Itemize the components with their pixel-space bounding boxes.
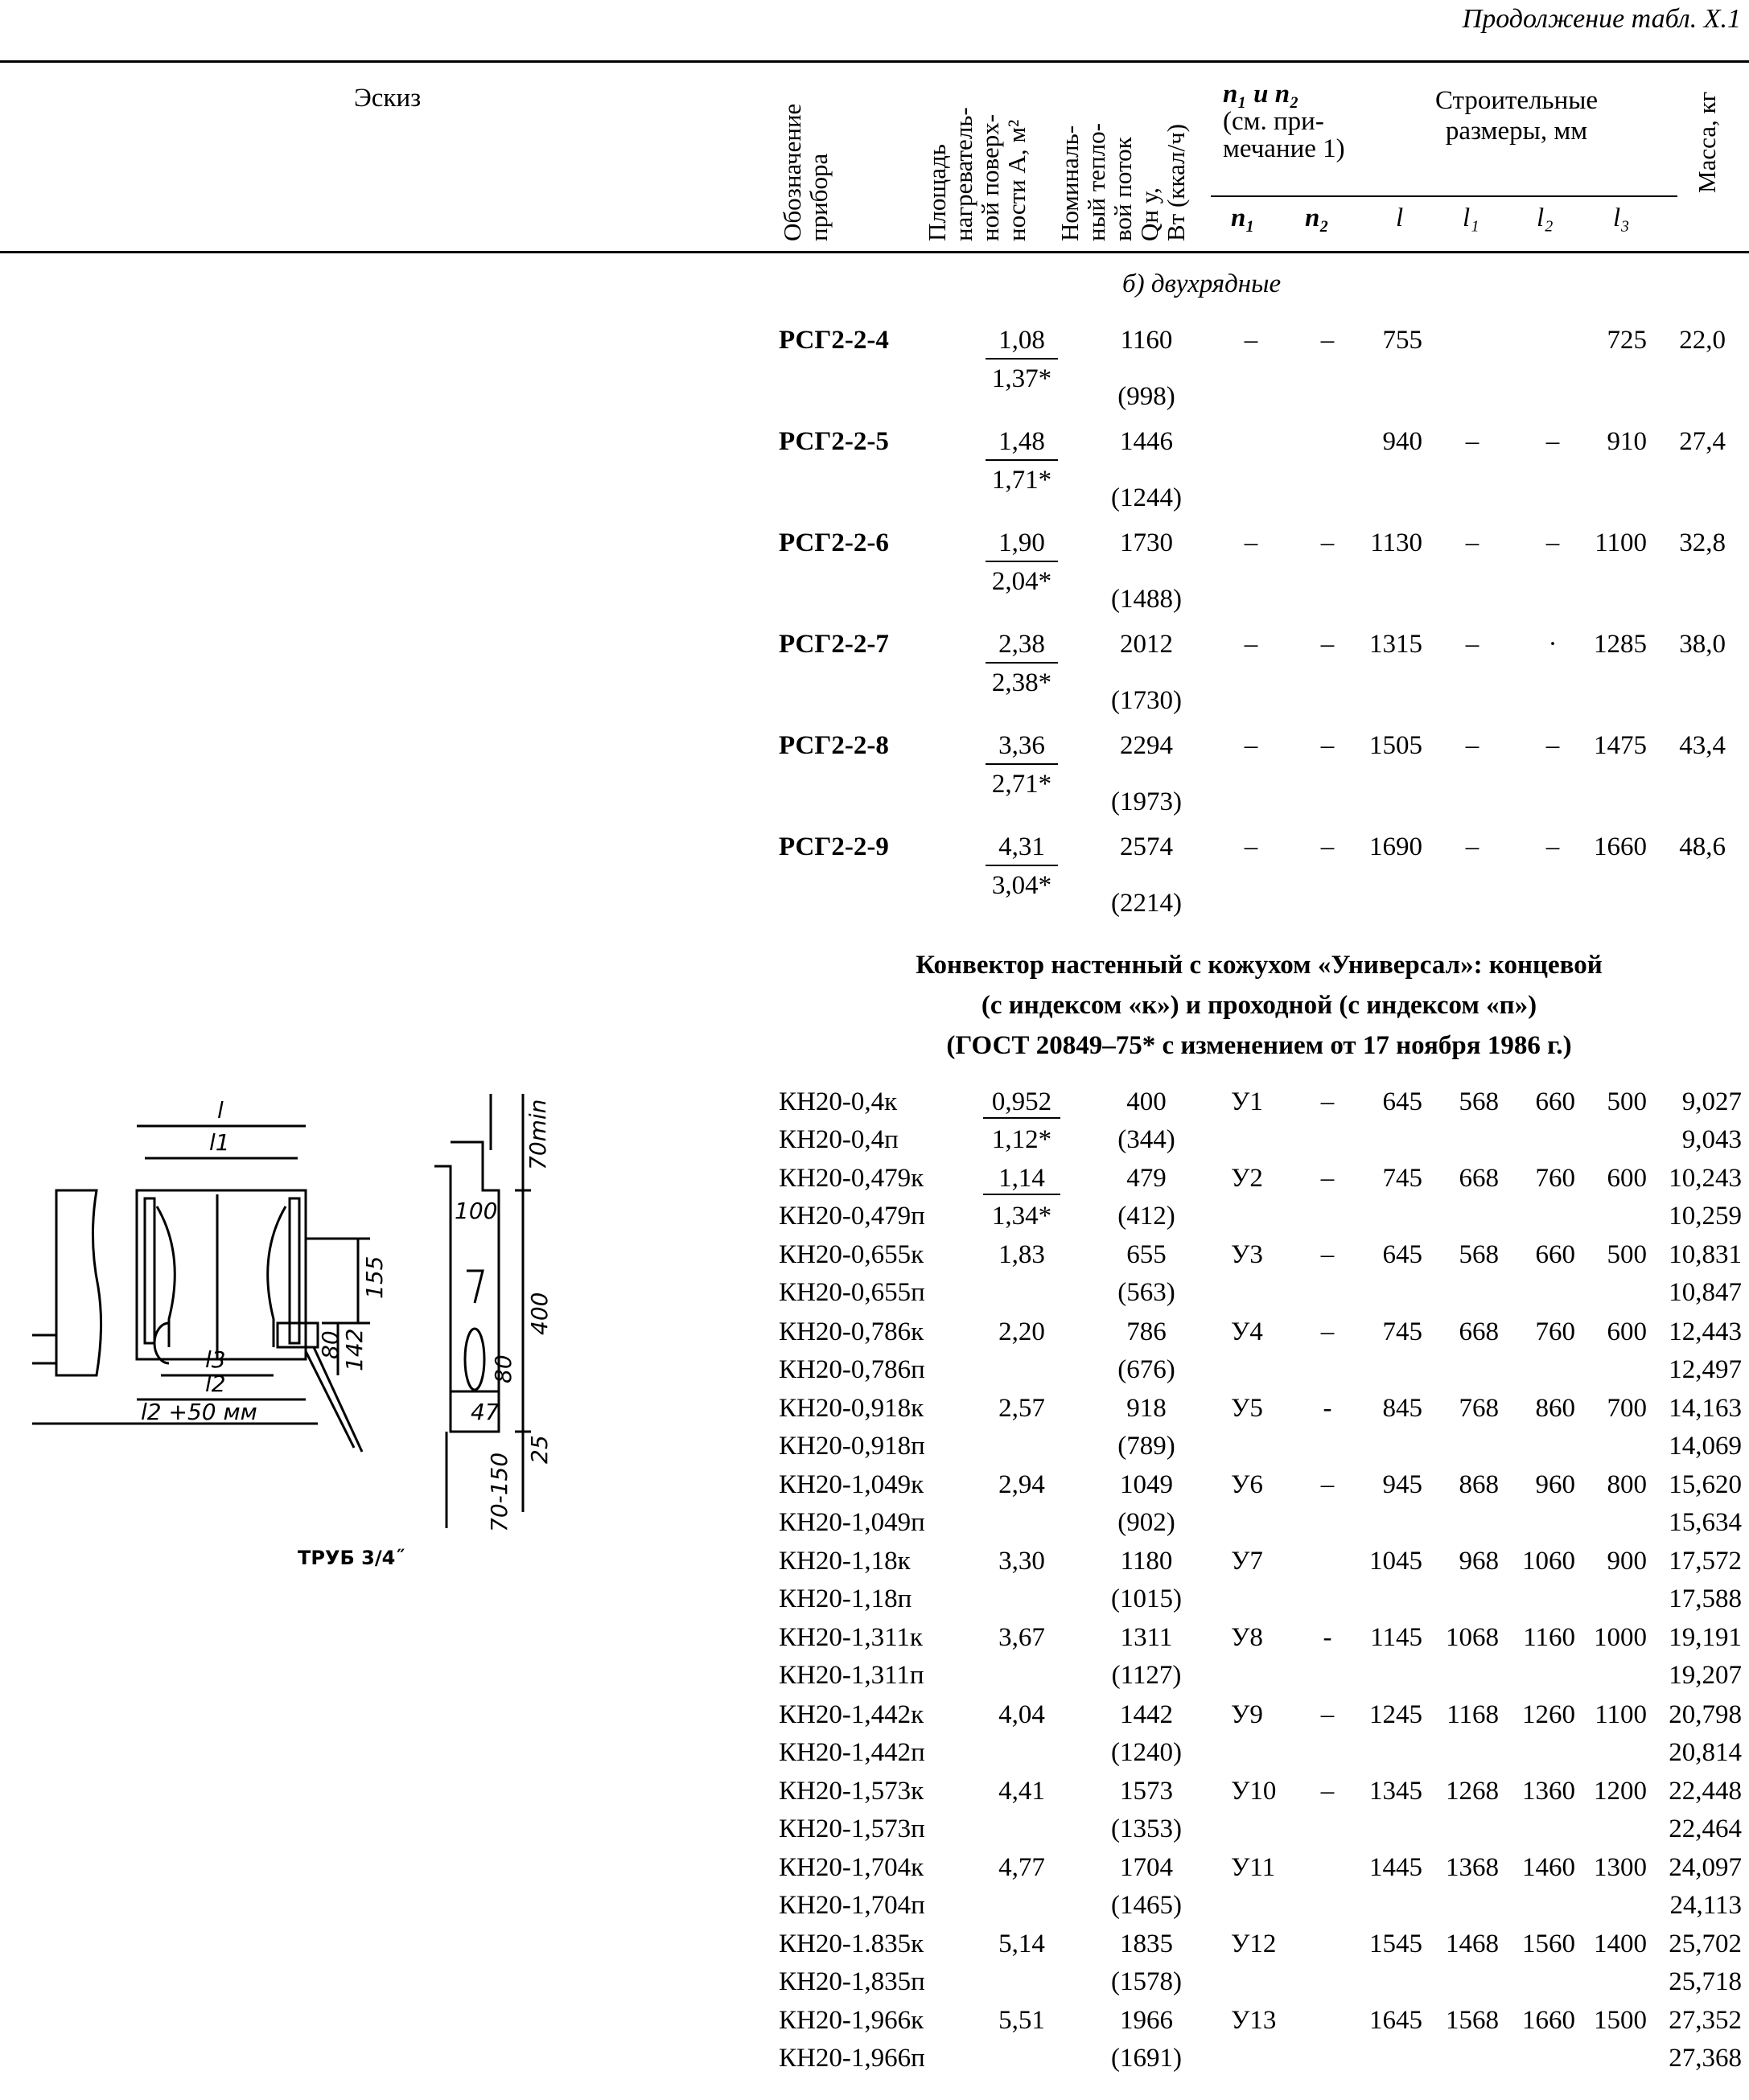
row-flow-kcal: (1127): [1111, 1661, 1182, 1691]
row-flow-kcal: (998): [1117, 382, 1175, 411]
area-value: 2,57: [998, 1393, 1045, 1423]
row-l: 1445: [1369, 1853, 1422, 1882]
row-l: 1345: [1369, 1776, 1422, 1806]
area-value: 4,41: [998, 1776, 1045, 1806]
area-value: 1,14: [983, 1164, 1060, 1195]
row-flow-kcal: (1240): [1111, 1737, 1182, 1767]
row-l2: 1360: [1522, 1776, 1575, 1806]
row-mass: 48,6: [1679, 832, 1726, 861]
row-mass-k: 24,097: [1669, 1853, 1742, 1882]
row-l2: 1460: [1522, 1853, 1575, 1882]
area-value: 1,08: [986, 326, 1058, 360]
row-flow-kcal: (789): [1117, 1431, 1175, 1461]
row-flow-kcal: (1465): [1111, 1891, 1182, 1920]
row-l: 1545: [1369, 1929, 1422, 1959]
row-mass: 32,8: [1679, 528, 1726, 557]
row-flow: 786: [1126, 1317, 1167, 1346]
row-flow: 1730: [1120, 528, 1173, 557]
row-n1: –: [1244, 630, 1258, 659]
row-designation-p: КН20-1,311п: [779, 1661, 924, 1691]
row-designation-k: КН20-1,049к: [779, 1470, 924, 1499]
row-flow: 2294: [1120, 731, 1173, 760]
row-l: 945: [1382, 1470, 1422, 1499]
row-n1: У3: [1231, 1240, 1263, 1270]
sketch-d155: 155: [361, 1255, 388, 1299]
header-l: l: [1396, 203, 1404, 232]
row-mass-p: 9,043: [1681, 1125, 1742, 1154]
row-l: 1245: [1369, 1699, 1422, 1729]
row-n1: –: [1244, 731, 1258, 760]
top-rule: [0, 60, 1749, 63]
row-n2: –: [1320, 1317, 1335, 1346]
row-designation: РСГ2-2-9: [779, 832, 889, 861]
row-l1: 668: [1459, 1317, 1499, 1346]
row-flow: 479: [1126, 1164, 1167, 1194]
row-l3: 1500: [1594, 2006, 1647, 2036]
area-value: 0,952: [983, 1087, 1060, 1119]
sketch-pipe: ТРУБ 3/4˝: [298, 1547, 405, 1568]
row-mass-p: 22,464: [1669, 1814, 1742, 1843]
header-l3: l₃: [1613, 203, 1630, 232]
row-n1: У11: [1231, 1853, 1276, 1882]
row-l3: 1400: [1594, 1929, 1647, 1959]
row-designation-p: КН20-1,573п: [779, 1814, 925, 1843]
area-fraction: [986, 832, 1058, 901]
row-flow-kcal: (563): [1117, 1278, 1175, 1308]
row-l1: –: [1465, 731, 1479, 760]
area-value: 2,94: [998, 1470, 1045, 1499]
sketch-l: l: [217, 1097, 224, 1124]
row-flow-kcal: (1973): [1111, 787, 1182, 816]
row-mass-p: 14,069: [1669, 1431, 1742, 1461]
row-l3: 800: [1607, 1470, 1647, 1499]
row-l: 1145: [1370, 1623, 1422, 1653]
row-n1: У6: [1231, 1470, 1263, 1499]
row-l2: –: [1545, 731, 1560, 760]
row-l: 845: [1382, 1393, 1422, 1423]
row-designation-p: КН20-0,918п: [779, 1431, 925, 1461]
row-l3: 700: [1607, 1393, 1647, 1423]
row-designation-k: КН20-0,918к: [779, 1393, 924, 1423]
header-l1: l₁: [1463, 203, 1479, 232]
row-l3: 910: [1607, 427, 1647, 456]
row-n1: –: [1244, 528, 1258, 557]
row-designation-k: КН20-0,786к: [779, 1317, 924, 1346]
row-designation: РСГ2-2-5: [779, 427, 889, 456]
sketch-d142: 142: [341, 1328, 368, 1371]
row-designation-k: КН20-1,966к: [779, 2006, 924, 2036]
row-mass-k: 17,572: [1669, 1547, 1742, 1576]
row-mass: 38,0: [1679, 630, 1726, 659]
row-l1: 1368: [1446, 1853, 1499, 1882]
area-value: 3,36: [986, 731, 1058, 765]
row-l3: 500: [1607, 1087, 1647, 1116]
row-l: 1690: [1369, 832, 1422, 861]
row-mass-p: 10,259: [1669, 1202, 1742, 1231]
convector-title: Конвектор настенный с кожухом «Универсал»: концевой (с индексом «к») и проходной (с индексом «п») (ГОСТ 20849–75* с изменением от 17 ноября 1986 г.): [916, 951, 1603, 1060]
row-l1: 568: [1459, 1240, 1499, 1270]
row-n1: –: [1244, 326, 1258, 355]
row-mass-p: 12,497: [1669, 1354, 1742, 1384]
sketch-d70min: 70min: [525, 1099, 551, 1170]
sketch-l3: l3: [205, 1346, 226, 1373]
row-n2: –: [1320, 528, 1335, 557]
row-mass-k: 10,831: [1669, 1240, 1742, 1270]
row-mass: 43,4: [1679, 731, 1726, 760]
header-l2: l₂: [1537, 203, 1554, 232]
header-designation: Обозначение прибора: [778, 103, 833, 241]
row-flow: 1160: [1120, 326, 1173, 355]
area-alt-value: 2,71*: [991, 770, 1052, 799]
row-l2: –: [1545, 832, 1560, 861]
row-n1: У8: [1231, 1623, 1263, 1653]
row-flow-kcal: (1691): [1111, 2044, 1182, 2073]
row-l3: 1300: [1594, 1853, 1647, 1882]
row-n2: -: [1323, 1623, 1332, 1653]
row-l2: 760: [1535, 1317, 1575, 1346]
area-alt-value: 1,71*: [991, 466, 1052, 495]
row-l3: 600: [1607, 1164, 1647, 1194]
sketch-d47: 47: [471, 1399, 500, 1425]
row-l1: –: [1465, 528, 1479, 557]
row-n2: -: [1323, 1393, 1332, 1423]
area-alt-value: 1,12*: [991, 1125, 1052, 1154]
row-l2: 1260: [1522, 1699, 1575, 1729]
row-l: 745: [1382, 1317, 1422, 1346]
row-n2: –: [1320, 1699, 1335, 1729]
header-sketch: Эскиз: [354, 84, 422, 113]
convector-sketch: [0, 1046, 563, 1568]
row-l1: –: [1465, 427, 1479, 456]
row-designation-p: КН20-1,049п: [779, 1508, 925, 1537]
row-designation-k: КН20-1,311к: [779, 1623, 923, 1653]
area-value: 4,31: [986, 832, 1058, 866]
row-flow: 1311: [1120, 1623, 1173, 1653]
sketch-l1: l1: [209, 1129, 230, 1156]
area-value: 2,20: [998, 1317, 1045, 1346]
row-mass-k: 25,702: [1669, 1929, 1742, 1959]
row-designation-p: КН20-1,18п: [779, 1584, 912, 1614]
row-l3: 900: [1607, 1547, 1647, 1576]
row-n1: У5: [1231, 1393, 1263, 1423]
row-l: 940: [1382, 427, 1422, 456]
row-flow-kcal: (1015): [1111, 1584, 1182, 1614]
row-n1: У1: [1231, 1087, 1263, 1116]
row-l3: 1100: [1595, 1699, 1647, 1729]
row-l3: 1285: [1594, 630, 1647, 659]
area-fraction: [986, 326, 1058, 394]
row-flow-kcal: (1488): [1111, 585, 1182, 614]
row-l: 755: [1382, 326, 1422, 355]
row-flow: 1442: [1120, 1699, 1173, 1729]
row-mass-p: 10,847: [1669, 1278, 1742, 1308]
row-l1: 1268: [1446, 1776, 1499, 1806]
area-alt-value: 1,34*: [991, 1202, 1052, 1231]
row-l: 745: [1382, 1164, 1422, 1194]
header-n1: n₁: [1231, 203, 1255, 232]
row-n1: У10: [1231, 1776, 1277, 1806]
row-l: 645: [1382, 1240, 1422, 1270]
row-l2: 960: [1535, 1470, 1575, 1499]
row-flow: 2574: [1120, 832, 1173, 861]
row-l: 1645: [1369, 2006, 1422, 2036]
row-l: 645: [1382, 1087, 1422, 1116]
row-mass-k: 15,620: [1669, 1470, 1742, 1499]
row-n2: –: [1320, 630, 1335, 659]
row-n2: –: [1320, 326, 1335, 355]
row-l3: 500: [1607, 1240, 1647, 1270]
row-n1: У2: [1231, 1164, 1263, 1194]
row-n1: –: [1244, 832, 1258, 861]
sketch-d80a: 80: [317, 1330, 344, 1359]
row-n1: У12: [1231, 1929, 1277, 1959]
row-designation-p: КН20-0,4п: [779, 1125, 899, 1154]
sketch-d100: 100: [455, 1198, 498, 1224]
row-designation: РСГ2-2-7: [779, 630, 889, 659]
row-mass-k: 14,163: [1669, 1393, 1742, 1423]
area-value: 5,14: [998, 1929, 1045, 1959]
area-value: 2,38: [986, 630, 1058, 664]
row-l3: 1000: [1594, 1623, 1647, 1653]
row-l: 1045: [1369, 1547, 1422, 1576]
row-l1: 768: [1459, 1393, 1499, 1423]
row-mass-k: 27,352: [1669, 2006, 1742, 2036]
row-designation-p: КН20-0,479п: [779, 1202, 925, 1231]
row-l1: 668: [1459, 1164, 1499, 1194]
row-n1: У4: [1231, 1317, 1263, 1346]
row-flow: 1966: [1120, 2006, 1173, 2036]
row-n1: У7: [1231, 1547, 1263, 1576]
row-designation-p: КН20-0,786п: [779, 1354, 925, 1384]
row-l3: 1100: [1595, 528, 1647, 557]
row-flow-kcal: (1730): [1111, 686, 1182, 715]
area-value: 3,30: [998, 1547, 1045, 1576]
row-n2: –: [1320, 1164, 1335, 1194]
row-flow: 1049: [1120, 1470, 1173, 1499]
row-l2: 660: [1535, 1087, 1575, 1116]
area-fraction: [986, 630, 1058, 698]
row-mass-p: 17,588: [1669, 1584, 1742, 1614]
row-flow-kcal: (1353): [1111, 1814, 1182, 1843]
row-mass-k: 20,798: [1669, 1699, 1742, 1729]
row-flow-kcal: (412): [1117, 1202, 1175, 1231]
row-l2: 860: [1535, 1393, 1575, 1423]
row-l2: 1660: [1522, 2006, 1575, 2036]
row-mass-k: 10,243: [1669, 1164, 1742, 1194]
area-value: 5,51: [998, 2006, 1045, 2036]
row-designation-p: КН20-1,966п: [779, 2044, 925, 2073]
row-l2: 1060: [1522, 1547, 1575, 1576]
header-n2: n₂: [1305, 203, 1329, 232]
header-n-group: n₁ и n₂ (см. при- мечание 1): [1223, 80, 1345, 163]
row-l3: 1200: [1594, 1776, 1647, 1806]
row-l1: 968: [1459, 1547, 1499, 1576]
row-l1: 1068: [1446, 1623, 1499, 1653]
row-designation-p: КН20-1,442п: [779, 1737, 925, 1767]
row-designation-p: КН20-1,835п: [779, 1967, 925, 1997]
row-mass-p: 27,368: [1669, 2044, 1742, 2073]
row-mass-p: 15,634: [1669, 1508, 1742, 1537]
row-designation-p: КН20-0,655п: [779, 1278, 925, 1308]
row-l2: 760: [1535, 1164, 1575, 1194]
area-alt-value: 1,37*: [991, 364, 1052, 393]
row-flow-kcal: (902): [1117, 1508, 1175, 1537]
sketch-d80b: 80: [490, 1354, 516, 1383]
row-l1: 568: [1459, 1087, 1499, 1116]
row-designation-k: КН20-1,704к: [779, 1853, 924, 1882]
area-fraction: [986, 427, 1058, 495]
area-value: 1,83: [998, 1240, 1045, 1270]
section-b-title: б) двухрядные: [1122, 269, 1282, 298]
n-sub-rule: [1211, 195, 1677, 197]
row-flow-kcal: (1578): [1111, 1967, 1182, 1997]
row-l1: 868: [1459, 1470, 1499, 1499]
row-flow-kcal: (676): [1117, 1354, 1175, 1384]
header-area: Площадь нагреватель- ной поверх- ности A, м²: [923, 107, 1031, 241]
area-value: 3,67: [998, 1623, 1045, 1653]
row-flow: 400: [1126, 1087, 1167, 1116]
row-designation: РСГ2-2-6: [779, 528, 889, 557]
row-l3: 1475: [1594, 731, 1647, 760]
row-flow: 2012: [1120, 630, 1173, 659]
row-n2: –: [1320, 832, 1335, 861]
sketch-d70-150: 70-150: [486, 1452, 512, 1532]
row-flow: 1704: [1120, 1853, 1173, 1882]
row-designation-k: КН20-1.835к: [779, 1929, 924, 1959]
row-l1: 1468: [1446, 1929, 1499, 1959]
sketch-l2: l2: [205, 1371, 226, 1397]
area-fraction: [986, 731, 1058, 799]
row-flow-kcal: (2214): [1111, 889, 1182, 918]
row-mass-k: 19,191: [1669, 1623, 1742, 1653]
sketch-d25: 25: [526, 1435, 553, 1464]
row-l1: 1568: [1446, 2006, 1499, 2036]
header-dim-group: Строительные размеры, мм: [1434, 86, 1599, 146]
row-n2: –: [1320, 731, 1335, 760]
area-fraction: [986, 528, 1058, 597]
area-value: 1,48: [986, 427, 1058, 461]
row-l3: 1660: [1594, 832, 1647, 861]
row-mass-k: 22,448: [1669, 1776, 1742, 1806]
row-n2: –: [1320, 1776, 1335, 1806]
row-mass-k: 9,027: [1681, 1087, 1742, 1116]
sketch-d400: 400: [526, 1292, 553, 1335]
row-n2: –: [1320, 1470, 1335, 1499]
row-l: 1505: [1369, 731, 1422, 760]
row-l2: ·: [1548, 630, 1558, 659]
sketch-l2-50: l2 +50 мм: [141, 1399, 257, 1425]
row-flow: 1180: [1120, 1547, 1173, 1576]
row-l2: 1560: [1522, 1929, 1575, 1959]
row-l3: 725: [1607, 326, 1647, 355]
row-l1: –: [1465, 630, 1479, 659]
row-designation-k: КН20-0,4к: [779, 1087, 898, 1116]
area-value: 4,04: [998, 1699, 1045, 1729]
area-value: 1,90: [986, 528, 1058, 562]
header-flow: Номиналь- ный тепло- вой поток Qн у, Вт (ккал/ч): [1056, 123, 1190, 241]
row-l2: –: [1545, 528, 1560, 557]
row-n2: –: [1320, 1087, 1335, 1116]
row-mass-p: 25,718: [1669, 1967, 1742, 1997]
row-l1: 1168: [1447, 1699, 1499, 1729]
row-flow: 918: [1126, 1393, 1167, 1423]
row-mass: 27,4: [1679, 427, 1726, 456]
row-designation-k: КН20-1,18к: [779, 1547, 911, 1576]
row-l1: –: [1465, 832, 1479, 861]
row-designation-k: КН20-0,655к: [779, 1240, 924, 1270]
row-flow-kcal: (344): [1117, 1125, 1175, 1154]
row-designation-k: КН20-1,442к: [779, 1699, 924, 1729]
row-l3: 600: [1607, 1317, 1647, 1346]
row-mass-p: 19,207: [1669, 1661, 1742, 1691]
row-designation: РСГ2-2-4: [779, 326, 889, 355]
area-alt-value: 3,04*: [991, 871, 1052, 900]
row-mass: 22,0: [1679, 326, 1726, 355]
area-alt-value: 2,38*: [991, 668, 1052, 697]
row-mass-k: 12,443: [1669, 1317, 1742, 1346]
row-designation: РСГ2-2-8: [779, 731, 889, 760]
row-mass-p: 20,814: [1669, 1737, 1742, 1767]
row-flow: 1835: [1120, 1929, 1173, 1959]
row-flow-kcal: (1244): [1111, 483, 1182, 512]
row-flow: 655: [1126, 1240, 1167, 1270]
row-l2: 1160: [1523, 1623, 1575, 1653]
row-n2: –: [1320, 1240, 1335, 1270]
row-designation-p: КН20-1,704п: [779, 1891, 925, 1920]
area-value: 4,77: [998, 1853, 1045, 1882]
row-l: 1315: [1369, 630, 1422, 659]
row-l: 1130: [1370, 528, 1422, 557]
row-designation-k: КН20-0,479к: [779, 1164, 924, 1194]
area-alt-value: 2,04*: [991, 567, 1052, 596]
row-designation-k: КН20-1,573к: [779, 1776, 924, 1806]
row-l2: 660: [1535, 1240, 1575, 1270]
row-n1: У9: [1231, 1699, 1263, 1729]
header-mass: Масса, кг: [1693, 91, 1721, 193]
row-l2: –: [1545, 427, 1560, 456]
table-caption: Продолжение табл. X.1: [1462, 4, 1741, 34]
header-bottom-rule: [0, 251, 1749, 253]
row-flow: 1573: [1120, 1776, 1173, 1806]
row-flow: 1446: [1120, 427, 1173, 456]
row-mass-p: 24,113: [1669, 1891, 1742, 1920]
row-n1: У13: [1231, 2006, 1277, 2036]
